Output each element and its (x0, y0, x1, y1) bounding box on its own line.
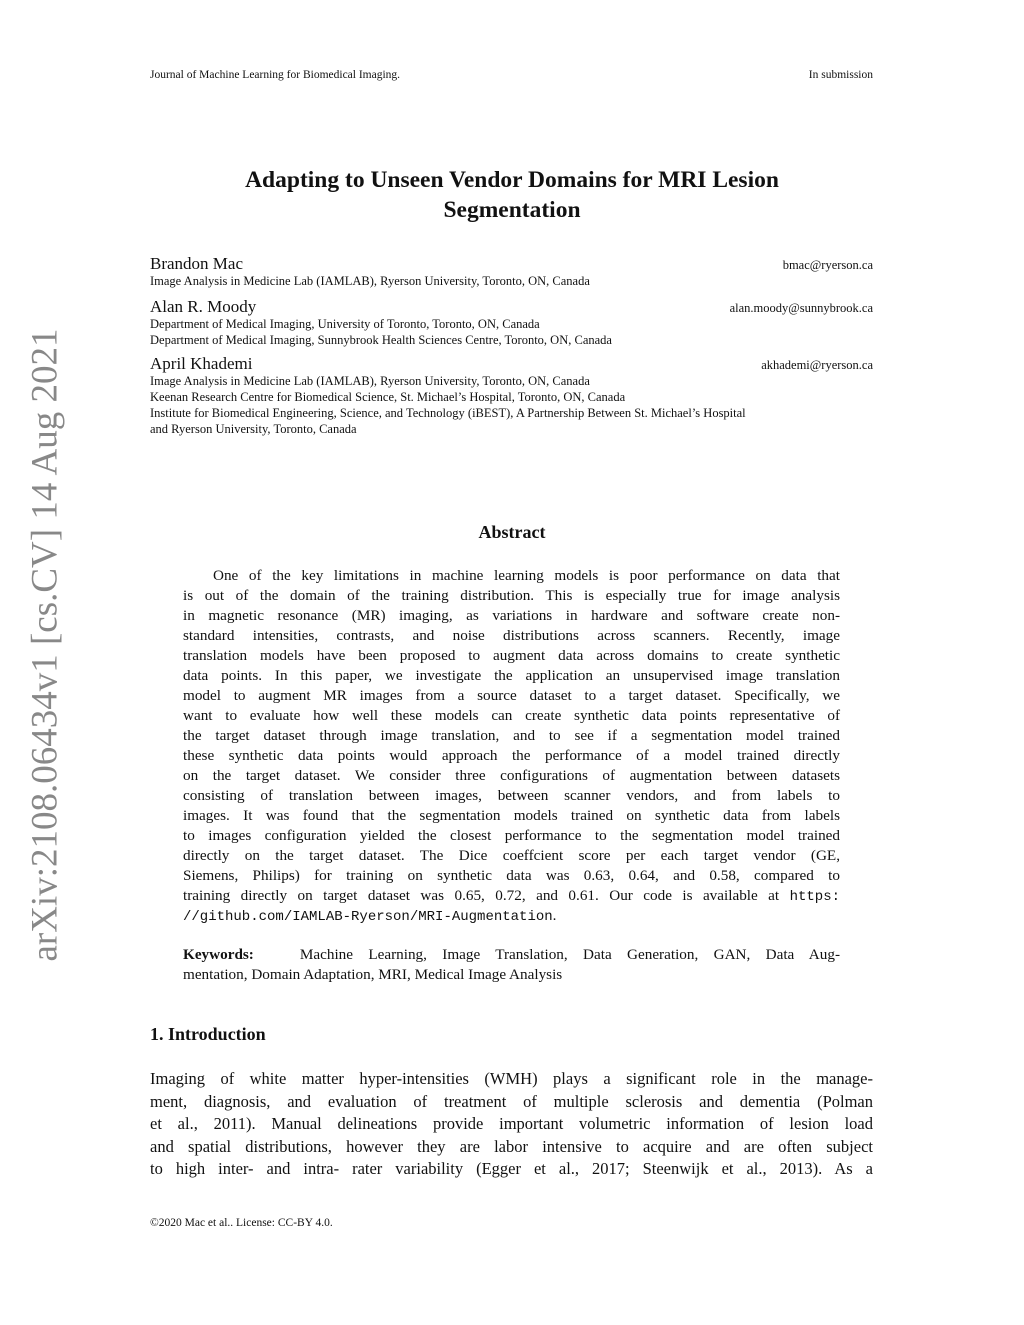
paper-title-line-2: Segmentation (443, 197, 581, 223)
keywords-label: Keywords: (183, 946, 254, 963)
abstract-line (183, 787, 840, 805)
intro-line: ment, diagnosis, and evaluation of treatment of multiple sclerosis and dementia (Polman (150, 1091, 873, 1111)
author-affiliation: Department of Medical Imaging, Sunnybrook Health Sciences Centre, Toronto, ON, Canada (150, 333, 612, 347)
abstract-line-text: want to evaluate how well these models can create synthetic data points representative of (183, 707, 840, 724)
abstract-line-text: model to augment MR images from a source dataset to a target dataset. Specifically, we (183, 687, 840, 704)
abstract-line (183, 627, 840, 645)
intro-line: to high inter- and intra- rater variability (Egger et al., 2017; Steenwijk et al., 2013). As a (150, 1159, 873, 1179)
author-name: Alan R. Moody (150, 297, 257, 316)
abstract-line-text: One of the key limitations in machine learning models is poor performance on data that (213, 567, 840, 584)
abstract-line-text: Siemens, Philips) for training on synthetic data was 0.63, 0.64, and 0.58, compared to (183, 867, 840, 884)
code-link-start[interactable]: https: (789, 889, 841, 905)
abstract-line-text: images. It was found that the segmentation models trained on synthetic data from labels (183, 807, 840, 824)
journal-header: Journal of Machine Learning for Biomedical Imaging. (150, 69, 401, 81)
author-affiliation: Image Analysis in Medicine Lab (IAMLAB), Ryerson University, Toronto, ON, Canada (150, 374, 590, 388)
author-email[interactable]: alan.moody@sunnybrook.ca (729, 301, 873, 315)
abstract-line-text: in magnetic resonance (MR) imaging, as variations in hardware and software create non- (183, 607, 840, 624)
keywords-line-1 (183, 946, 840, 964)
intro-heading: 1. Introduction (150, 1024, 266, 1044)
abstract-line-text: training directly on target dataset was 0.65, 0.72, and 0.61. Our code is available at (183, 887, 780, 904)
abstract-line (183, 867, 840, 885)
author-affiliation: Institute for Biomedical Engineering, Science, and Technology (iBEST), A Partnership Between St. Michael’s Hospital (150, 406, 746, 420)
abstract-line-text: translation models have been proposed to augment data across domains to create synthetic (183, 647, 840, 664)
code-link[interactable]: //github.com/IAMLAB-Ryerson/MRI-Augmentation (183, 909, 553, 925)
abstract-line (183, 727, 840, 745)
intro-line: and spatial distributions, however they are labor intensive to acquire and are often subject (150, 1136, 873, 1156)
license-footer: ©2020 Mac et al.. License: CC-BY 4.0. (150, 1217, 333, 1229)
abstract-line-text: directly on the target dataset. The Dice coeffcient score per each target vendor (GE, (183, 847, 840, 864)
author-affiliation: and Ryerson University, Toronto, Canada (150, 422, 357, 436)
arxiv-stamp: arXiv:2108.06434v1 [cs.CV] 14 Aug 2021 (24, 328, 66, 962)
abstract-line (183, 827, 840, 845)
author-affiliation: Keenan Research Centre for Biomedical Science, St. Michael’s Hospital, Toronto, ON, Canada (150, 390, 626, 404)
paper-title-line-1: Adapting to Unseen Vendor Domains for MRI Lesion (245, 167, 779, 193)
abstract-line-text: on the target dataset. We consider three configurations of augmentation between datasets (183, 767, 840, 784)
intro-line: et al., 2011). Manual delineations provide important volumetric information of lesion load (150, 1114, 873, 1134)
abstract-line-text: these synthetic data points would approach the performance of a model trained directly (183, 747, 840, 764)
abstract-line (183, 587, 840, 605)
abstract-line-text: standard intensities, contrasts, and noise distributions across scanners. Recently, image (183, 627, 840, 644)
intro-line: Imaging of white matter hyper-intensities (WMH) plays a significant role in the manage- (150, 1069, 873, 1088)
abstract-line-text: the target dataset through image translation, and to see if a segmentation model trained (183, 727, 840, 744)
author-affiliation: Image Analysis in Medicine Lab (IAMLAB), Ryerson University, Toronto, ON, Canada (150, 274, 590, 288)
author-email[interactable]: bmac@ryerson.ca (782, 258, 873, 272)
abstract-line-text: to images configuration yielded the closest performance to the segmentation model trained (183, 827, 840, 844)
abstract-line (183, 687, 840, 705)
abstract-line (183, 707, 840, 725)
abstract-line (183, 607, 840, 625)
abstract-line (183, 767, 840, 785)
abstract-line-text: is out of the domain of the training distribution. This is especially true for image analysis (183, 587, 840, 604)
abstract-line (183, 647, 840, 665)
abstract-line (183, 847, 840, 865)
abstract-line (183, 667, 840, 685)
author-name: April Khademi (150, 354, 253, 373)
abstract-last-line (183, 907, 556, 925)
abstract-line (183, 747, 840, 765)
abstract-line-text: data points. In this paper, we investigate the application an unsupervised image translation (183, 667, 840, 684)
abstract-line (183, 807, 840, 825)
abstract-line (213, 567, 840, 585)
keywords-text: Machine Learning, Image Translation, Data Generation, GAN, Data Aug- (299, 946, 841, 963)
abstract-heading: Abstract (478, 522, 546, 542)
author-email[interactable]: akhademi@ryerson.ca (761, 358, 873, 372)
abstract-line-text: consisting of translation between images, between scanner vendors, and from labels to (183, 787, 840, 804)
submission-status: In submission (808, 69, 873, 81)
period: . (552, 907, 557, 924)
keywords-line-2: mentation, Domain Adaptation, MRI, Medical Image Analysis (183, 966, 563, 983)
author-name: Brandon Mac (150, 254, 244, 273)
author-affiliation: Department of Medical Imaging, University of Toronto, Toronto, ON, Canada (150, 317, 540, 331)
abstract-line (183, 887, 840, 905)
